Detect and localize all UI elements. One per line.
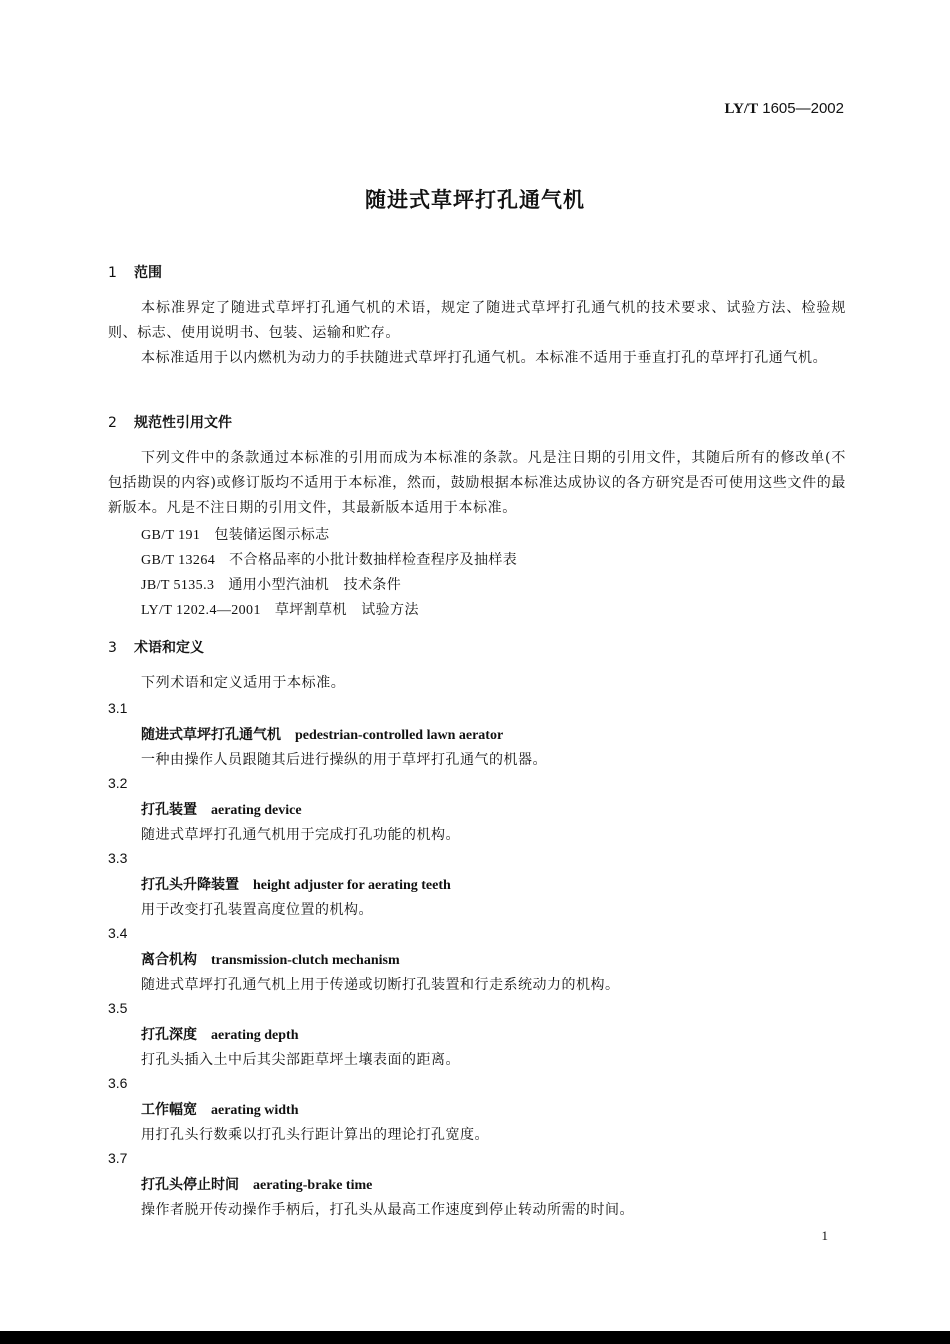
section-title: 范围 (134, 265, 162, 281)
reference-item (141, 549, 517, 569)
term-heading (141, 1174, 372, 1194)
term-definition: 打孔头插入土中后其尖部距草坪土壤表面的距离。 (141, 1052, 460, 1068)
section-heading-scope (108, 262, 162, 282)
section-number: 1 (108, 265, 117, 281)
standard-code-prefix: LY/T (724, 101, 759, 117)
term-definition: 操作者脱开传动操作手柄后，打孔头从最高工作速度到停止转动所需的时间。 (141, 1202, 634, 1218)
term-heading (141, 724, 503, 744)
section-number: 2 (108, 415, 117, 431)
reference-item (141, 599, 419, 619)
term-definition: 一种由操作人员跟随其后进行操纵的用于草坪打孔通气的机器。 (141, 752, 547, 768)
term-definition: 用于改变打孔装置高度位置的机构。 (141, 902, 373, 918)
term-heading (141, 1024, 299, 1044)
term-en: aerating-brake time (253, 1178, 373, 1193)
reference-title: 不合格品率的小批计数抽样检查程序及抽样表 (229, 552, 518, 568)
term-number: 3.6 (108, 1075, 128, 1091)
reference-code: GB/T 13264 (141, 553, 216, 568)
term-number: 3.5 (108, 1000, 128, 1016)
term-heading (141, 799, 302, 819)
section-title: 术语和定义 (134, 640, 204, 656)
term-number: 3.2 (108, 775, 128, 791)
standard-code-number: 1605—2002 (762, 100, 844, 117)
reference-title: 包装储运图示标志 (214, 527, 330, 543)
reference-title: 通用小型汽油机 技术条件 (228, 577, 402, 593)
term-en: aerating depth (211, 1028, 299, 1043)
term-zh: 工作幅宽 (141, 1102, 197, 1118)
section-title: 规范性引用文件 (134, 415, 232, 431)
scan-bottom-edge (0, 1331, 950, 1344)
reference-code: JB/T 5135.3 (141, 578, 215, 593)
term-heading (141, 874, 451, 894)
reference-code: GB/T 191 (141, 528, 201, 543)
term-definition: 随进式草坪打孔通气机上用于传递或切断打孔装置和行走系统动力的机构。 (141, 977, 620, 993)
reference-title: 草坪割草机 试验方法 (274, 602, 419, 618)
paragraph-scope-2: 本标准适用于以内燃机为动力的手扶随进式草坪打孔通气机。本标准不适用于垂直打孔的草坪打孔通气机。 (141, 350, 828, 366)
section-number: 3 (108, 640, 117, 656)
term-en: height adjuster for aerating teeth (253, 878, 451, 893)
term-definition: 随进式草坪打孔通气机用于完成打孔功能的机构。 (141, 827, 460, 843)
document-title: 随进式草坪打孔通气机 (365, 188, 585, 212)
standard-code (724, 100, 844, 118)
page-number: 1 (821, 1228, 828, 1243)
term-heading (141, 949, 400, 969)
term-zh: 打孔深度 (141, 1027, 197, 1043)
term-en: aerating width (211, 1103, 299, 1118)
paragraph-references-intro: 下列文件中的条款通过本标准的引用而成为本标准的条款。凡是注日期的引用文件，其随后所有的修改单(不包括勘误的内容)或修订版均不适用于本标准，然而，鼓励根据本标准达成协议的各方研究是否可使用这些文件的最新版本。凡是不注日期的引用文件，其最新版本适用于本标准。 (108, 450, 846, 516)
term-definition: 用打孔头行数乘以打孔头行距计算出的理论打孔宽度。 (141, 1127, 489, 1143)
term-number: 3.4 (108, 925, 128, 941)
term-number: 3.7 (108, 1150, 128, 1166)
term-number: 3.1 (108, 700, 128, 716)
reference-item (141, 574, 401, 594)
term-zh: 打孔装置 (141, 802, 197, 818)
term-number: 3.3 (108, 850, 128, 866)
section-heading-terms (108, 637, 204, 657)
term-zh: 打孔头停止时间 (141, 1177, 239, 1193)
term-zh: 离合机构 (141, 952, 197, 968)
term-zh: 打孔头升降装置 (141, 877, 239, 893)
section-heading-normative-references (108, 412, 232, 432)
reference-item (141, 524, 330, 544)
term-en: aerating device (211, 803, 302, 818)
paragraph-terms-intro: 下列术语和定义适用于本标准。 (141, 675, 346, 691)
term-en: pedestrian-controlled lawn aerator (295, 728, 504, 743)
paragraph-scope-1: 本标准界定了随进式草坪打孔通气机的术语，规定了随进式草坪打孔通气机的技术要求、试验方法、检验规则、标志、使用说明书、包装、运输和贮存。 (108, 300, 846, 341)
term-heading (141, 1099, 299, 1119)
term-en: transmission-clutch mechanism (211, 953, 400, 968)
term-zh: 随进式草坪打孔通气机 (141, 727, 281, 743)
reference-code: LY/T 1202.4—2001 (141, 603, 261, 618)
